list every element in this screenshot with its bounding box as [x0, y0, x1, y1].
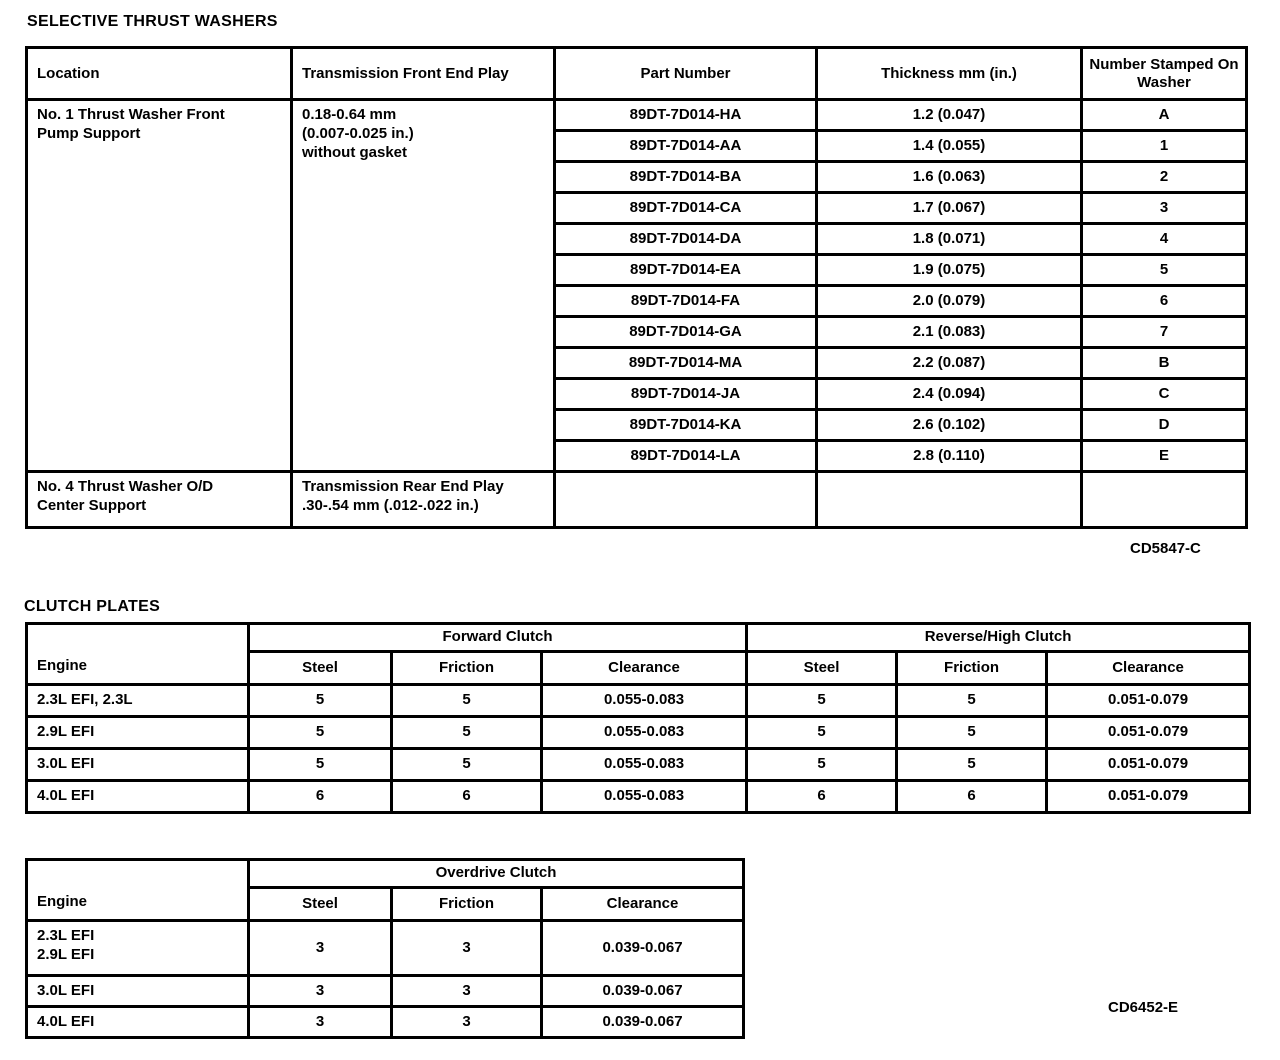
location-line: Center Support [37, 496, 147, 514]
fwd-friction-cell: 5 [392, 749, 542, 781]
rev-steel-cell: 5 [747, 717, 897, 749]
fwd-clearance-cell: 0.055-0.083 [542, 717, 747, 749]
location-line: Pump Support [37, 124, 141, 142]
fwd-steel-header: Steel [249, 652, 392, 685]
location-line: No. 4 Thrust Washer O/D [37, 478, 214, 495]
engine-cell: 3.0L EFI [27, 749, 249, 781]
table-row [27, 749, 1250, 781]
stamp-cell: C [1082, 379, 1247, 410]
forward-clutch-group-header: Forward Clutch [249, 624, 747, 652]
od-clearance-cell: 0.039-0.067 [542, 921, 744, 976]
col-header-thickness: Thickness mm (in.) [817, 48, 1082, 100]
thickness-cell: 1.2 (0.047) [817, 100, 1082, 131]
fwd-steel-cell: 5 [249, 717, 392, 749]
end-play-cell-no4 [292, 472, 555, 528]
part-number-cell: 89DT-7D014-KA [555, 410, 817, 441]
fwd-clearance-cell: 0.055-0.083 [542, 749, 747, 781]
rev-friction-cell: 6 [897, 781, 1047, 813]
part-number-cell: 89DT-7D014-JA [555, 379, 817, 410]
part-number-cell: 89DT-7D014-CA [555, 193, 817, 224]
rev-steel-cell: 5 [747, 749, 897, 781]
thickness-cell: 2.6 (0.102) [817, 410, 1082, 441]
section-title-clutch-plates: CLUTCH PLATES [24, 598, 161, 615]
figure-code-clutch-plates: CD6452-E [1108, 999, 1179, 1016]
fwd-friction-cell: 5 [392, 685, 542, 717]
fwd-friction-cell: 5 [392, 717, 542, 749]
fwd-steel-cell: 6 [249, 781, 392, 813]
engine-cell [27, 921, 249, 976]
rev-friction-cell: 5 [897, 685, 1047, 717]
stamp-cell: 3 [1082, 193, 1247, 224]
figure-code-thrust-washers: CD5847-C [1130, 540, 1201, 557]
table-row [27, 1007, 744, 1038]
rev-friction-cell: 5 [897, 717, 1047, 749]
table-row [27, 100, 1247, 131]
rev-friction-cell: 5 [897, 749, 1047, 781]
od-friction-cell: 3 [392, 976, 542, 1007]
rev-clearance-header: Clearance [1047, 652, 1250, 685]
thickness-cell: 2.2 (0.087) [817, 348, 1082, 379]
od-steel-cell: 3 [249, 921, 392, 976]
table-row [27, 921, 744, 976]
stamp-cell: A [1082, 100, 1247, 131]
engine-header-cell: Engine [27, 624, 249, 685]
rev-steel-cell: 5 [747, 685, 897, 717]
engine-line: 2.3L EFI [37, 927, 95, 944]
fwd-steel-cell: 5 [249, 749, 392, 781]
fwd-friction-header: Friction [392, 652, 542, 685]
fwd-clearance-cell: 0.055-0.083 [542, 781, 747, 813]
table-row [27, 717, 1250, 749]
section-title-thrust-washers: SELECTIVE THRUST WASHERS [27, 13, 278, 30]
fwd-clearance-cell: 0.055-0.083 [542, 685, 747, 717]
engine-header-cell: Engine [27, 860, 249, 921]
engine-cell: 2.3L EFI, 2.3L [27, 685, 249, 717]
od-clearance-header: Clearance [542, 888, 744, 921]
part-number-cell: 89DT-7D014-GA [555, 317, 817, 348]
end-play-line: Transmission Rear End Play [302, 478, 504, 495]
rev-steel-cell: 6 [747, 781, 897, 813]
part-number-cell: 89DT-7D014-HA [555, 100, 817, 131]
col-header-stamp: Number Stamped On Washer [1082, 48, 1247, 100]
group-header-row [27, 860, 744, 888]
thickness-cell: 2.0 (0.079) [817, 286, 1082, 317]
table-row [27, 472, 1247, 528]
table-row [27, 781, 1250, 813]
part-number-cell: 89DT-7D014-LA [555, 441, 817, 472]
part-number-cell: 89DT-7D014-AA [555, 131, 817, 162]
fwd-friction-cell: 6 [392, 781, 542, 813]
od-steel-header: Steel [249, 888, 392, 921]
location-line: No. 1 Thrust Washer Front [37, 106, 225, 123]
thickness-cell: 2.4 (0.094) [817, 379, 1082, 410]
od-friction-cell: 3 [392, 1007, 542, 1038]
rev-clearance-cell: 0.051-0.079 [1047, 781, 1250, 813]
thrust-washers-table [25, 46, 1248, 529]
stamp-cell: 1 [1082, 131, 1247, 162]
thickness-cell: 1.8 (0.071) [817, 224, 1082, 255]
thickness-cell: 1.4 (0.055) [817, 131, 1082, 162]
table-row [27, 976, 744, 1007]
stamp-cell: B [1082, 348, 1247, 379]
thickness-cell: 1.6 (0.063) [817, 162, 1082, 193]
part-number-cell: 89DT-7D014-BA [555, 162, 817, 193]
thickness-cell: 1.9 (0.075) [817, 255, 1082, 286]
reverse-high-clutch-group-header: Reverse/High Clutch [747, 624, 1250, 652]
end-play-line: 0.18-0.64 mm [302, 106, 397, 123]
rev-clearance-cell: 0.051-0.079 [1047, 717, 1250, 749]
location-cell-no4 [27, 472, 292, 528]
stamp-cell: 6 [1082, 286, 1247, 317]
group-header-row [27, 624, 1250, 652]
stamp-cell: E [1082, 441, 1247, 472]
clutch-plates-table [25, 622, 1251, 814]
col-header-location: Location [27, 48, 292, 100]
end-play-line: (0.007-0.025 in.) [302, 124, 414, 142]
od-clearance-cell: 0.039-0.067 [542, 1007, 744, 1038]
stamp-cell: 4 [1082, 224, 1247, 255]
thickness-cell: 2.1 (0.083) [817, 317, 1082, 348]
thickness-cell: 1.7 (0.067) [817, 193, 1082, 224]
od-steel-cell: 3 [249, 1007, 392, 1038]
rev-friction-header: Friction [897, 652, 1047, 685]
part-number-cell: 89DT-7D014-DA [555, 224, 817, 255]
engine-cell: 4.0L EFI [27, 781, 249, 813]
col-header-front-end-play: Transmission Front End Play [292, 48, 555, 100]
empty-cell [555, 472, 817, 528]
overdrive-clutch-group-header: Overdrive Clutch [249, 860, 744, 888]
part-number-cell: 89DT-7D014-MA [555, 348, 817, 379]
thickness-cell: 2.8 (0.110) [817, 441, 1082, 472]
empty-cell [1082, 472, 1247, 528]
table-header-row [27, 48, 1247, 100]
end-play-line: without gasket [302, 143, 408, 161]
end-play-line: .30-.54 mm (.012-.022 in.) [302, 496, 479, 514]
col-header-part-number: Part Number [555, 48, 817, 100]
engine-line: 2.9L EFI [37, 945, 95, 963]
od-clearance-cell: 0.039-0.067 [542, 976, 744, 1007]
stamp-cell: 2 [1082, 162, 1247, 193]
part-number-cell: 89DT-7D014-FA [555, 286, 817, 317]
empty-cell [817, 472, 1082, 528]
end-play-cell-no1 [292, 100, 555, 472]
engine-cell: 4.0L EFI [27, 1007, 249, 1038]
rev-clearance-cell: 0.051-0.079 [1047, 685, 1250, 717]
engine-cell: 3.0L EFI [27, 976, 249, 1007]
stamp-cell: D [1082, 410, 1247, 441]
table-row [27, 685, 1250, 717]
rev-clearance-cell: 0.051-0.079 [1047, 749, 1250, 781]
stamp-cell: 5 [1082, 255, 1247, 286]
overdrive-clutch-table [25, 858, 745, 1039]
fwd-clearance-header: Clearance [542, 652, 747, 685]
stamp-cell: 7 [1082, 317, 1247, 348]
fwd-steel-cell: 5 [249, 685, 392, 717]
location-cell-no1 [27, 100, 292, 472]
od-friction-cell: 3 [392, 921, 542, 976]
part-number-cell: 89DT-7D014-EA [555, 255, 817, 286]
od-steel-cell: 3 [249, 976, 392, 1007]
engine-cell: 2.9L EFI [27, 717, 249, 749]
rev-steel-header: Steel [747, 652, 897, 685]
od-friction-header: Friction [392, 888, 542, 921]
